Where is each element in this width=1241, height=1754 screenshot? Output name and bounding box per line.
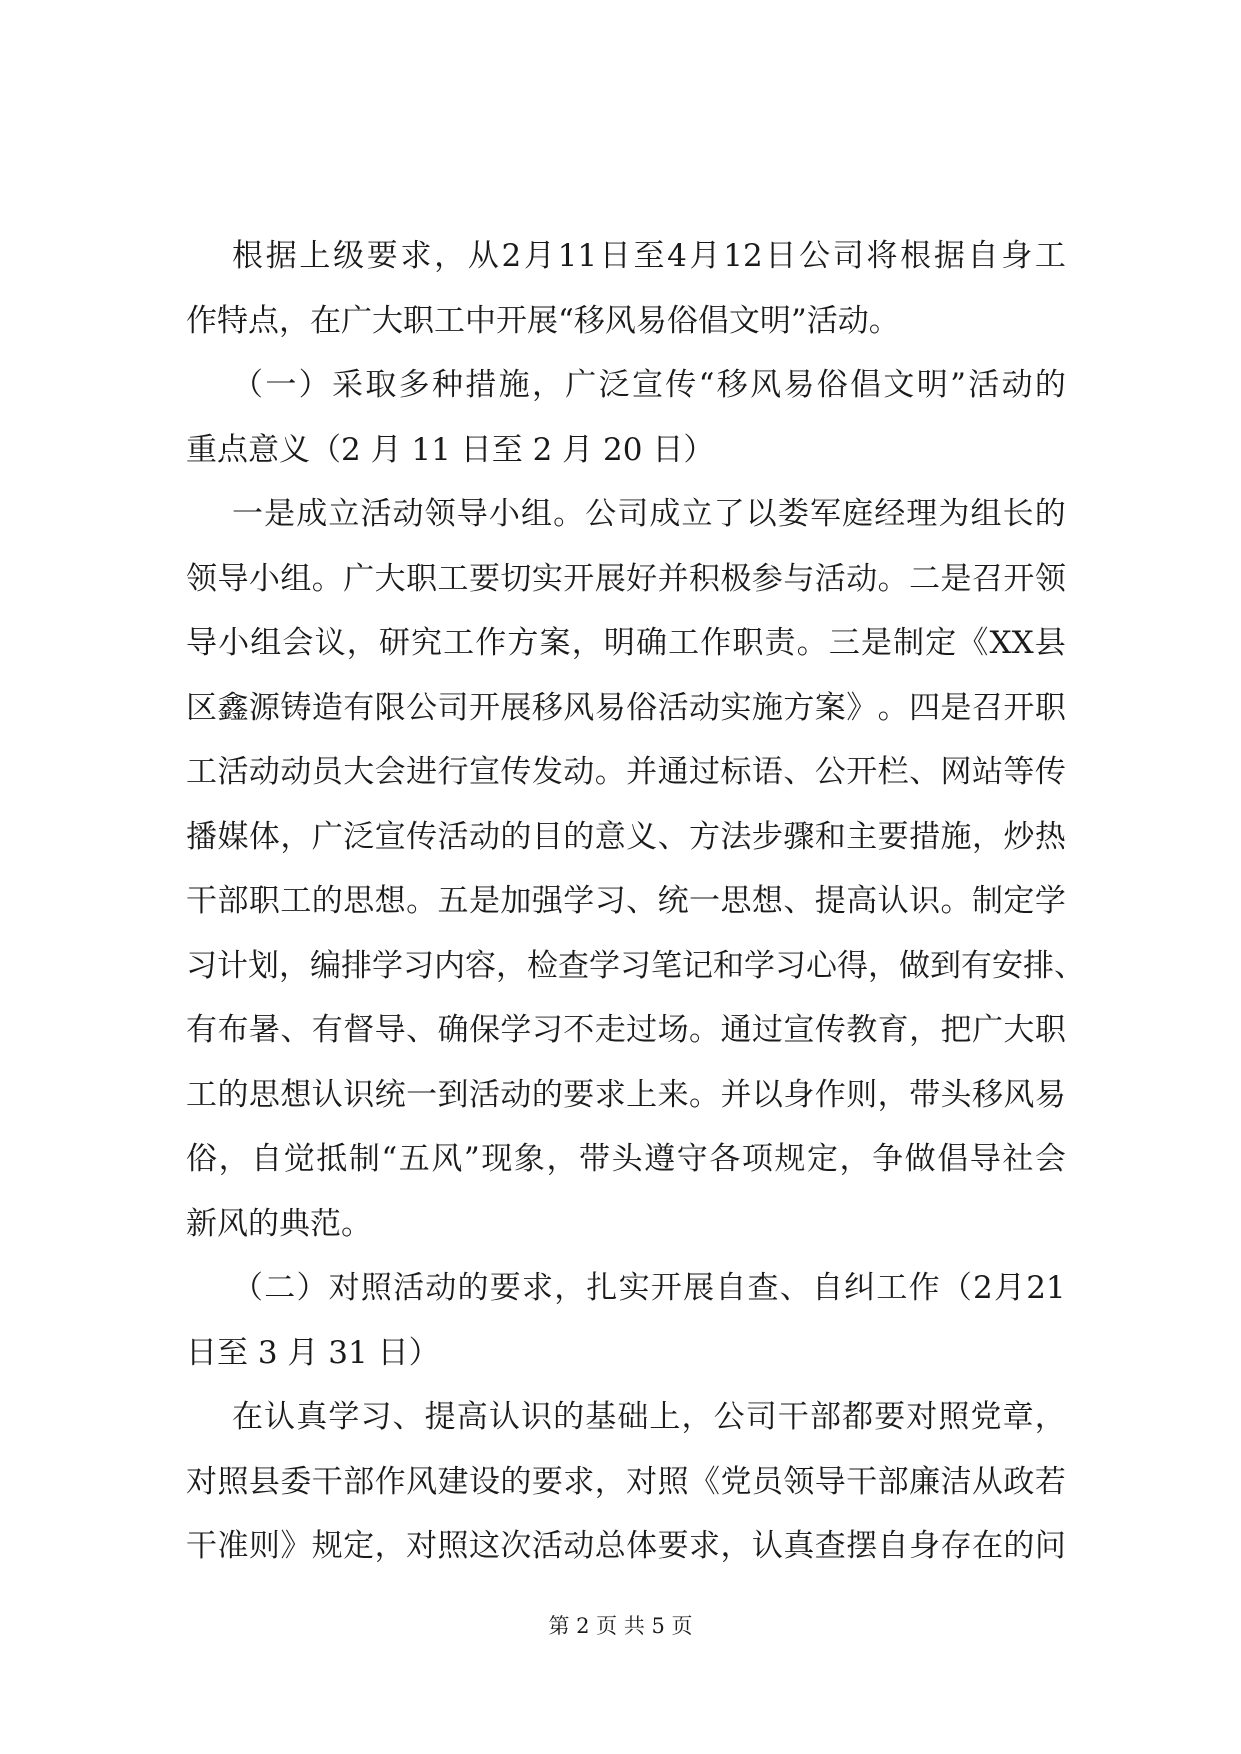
document-body bbox=[186, 224, 1085, 1579]
text-line: 导 小 组 会 议 ， 研 究 工 作 方 案 ， 明 确 工 作 职 责 。 三 是 制 定 《 XX 县 bbox=[186, 625, 1066, 661]
text-line: 干 部 职 工 的 思 想 。 五 是 加 强 学 习 、 统 一 思 想 、 提 高 认 识 。 制 定 学 bbox=[186, 883, 1066, 919]
text-line: 工 活 动 动 员 大 会 进 行 宣 传 发 动 。 并 通 过 标 语 、 公 开 栏 、 网 站 等 传 bbox=[186, 754, 1066, 790]
text-line: 习 计 划 ， 编 排 学 习 内 容 ， 检 查 学 习 笔 记 和 学 习 心 得 ， 做 到 有 安 排 、 bbox=[186, 947, 1085, 984]
text-line: 播 媒 体 ， 广 泛 宣 传 活 动 的 目 的 意 义 、 方 法 步 骤 和 主 要 措 施 ， 炒 热 bbox=[186, 818, 1066, 855]
text-line: 工 的 思 想 认 识 统 一 到 活 动 的 要 求 上 来 。 并 以 身 作 则 ， 带 头 移 风 易 bbox=[186, 1076, 1066, 1113]
text-line: 干 准 则 》 规 定 ， 对 照 这 次 活 动 总 体 要 求 ， 认 真 查 摆 自 身 存 在 的 问 bbox=[186, 1528, 1066, 1564]
text-line: 俗 ， 自 觉 抵 制 “ 五 风 ” 现 象 ， 带 头 遵 守 各 项 规 定 ， 争 做 倡 导 社 会 bbox=[186, 1141, 1066, 1177]
text-line: 一 是 成 立 活 动 领 导 小 组 。 公 司 成 立 了 以 娄 军 庭 经 理 为 组 长 的 bbox=[232, 496, 1066, 532]
text-line: 在 认 真 学 习 、 提 高 认 识 的 基 础 上 ， 公 司 干 部 都 要 对 照 党 章 ， bbox=[232, 1399, 1066, 1435]
text-line: 作特点，在广大职工中开展“移风易俗倡文明”活动。 bbox=[186, 302, 900, 339]
text-line: 日至 3 月 31 日） bbox=[186, 1334, 440, 1371]
page-footer: 第 2 页 共 5 页 bbox=[548, 1614, 693, 1638]
text-line: 新风的典范。 bbox=[186, 1205, 372, 1242]
text-line: 对 照 县 委 干 部 作 风 建 设 的 要 求 ， 对 照 《 党 员 领 导 干 部 廉 洁 从 政 若 bbox=[186, 1463, 1066, 1500]
text-line: （ 一 ） 采 取 多 种 措 施 ， 广 泛 宣 传 “ 移 风 易 俗 倡 文 明 ” 活 动 的 bbox=[232, 367, 1066, 403]
text-line: 根 据 上 级 要 求 ， 从 2 月 11 日 至 4 月 12 日 公 司 将 根 据 自 身 工 bbox=[232, 238, 1066, 274]
text-line: 重点意义（2 月 11 日至 2 月 20 日） bbox=[186, 431, 715, 468]
text-line: 有 布 暑 、 有 督 导 、 确 保 学 习 不 走 过 场 。 通 过 宣 传 教 育 ， 把 广 大 职 bbox=[186, 1012, 1066, 1048]
text-line: 领 导 小 组 。 广 大 职 工 要 切 实 开 展 好 并 积 极 参 与 活 动 。 二 是 召 开 领 bbox=[186, 560, 1066, 597]
text-line: 区 鑫 源 铸 造 有 限 公 司 开 展 移 风 易 俗 活 动 实 施 方 案 》 。 四 是 召 开 职 bbox=[186, 689, 1066, 726]
text-line: （ 二 ） 对 照 活 动 的 要 求 ， 扎 实 开 展 自 查 、 自 纠 工 作 （ 2 月 21 bbox=[232, 1270, 1066, 1306]
